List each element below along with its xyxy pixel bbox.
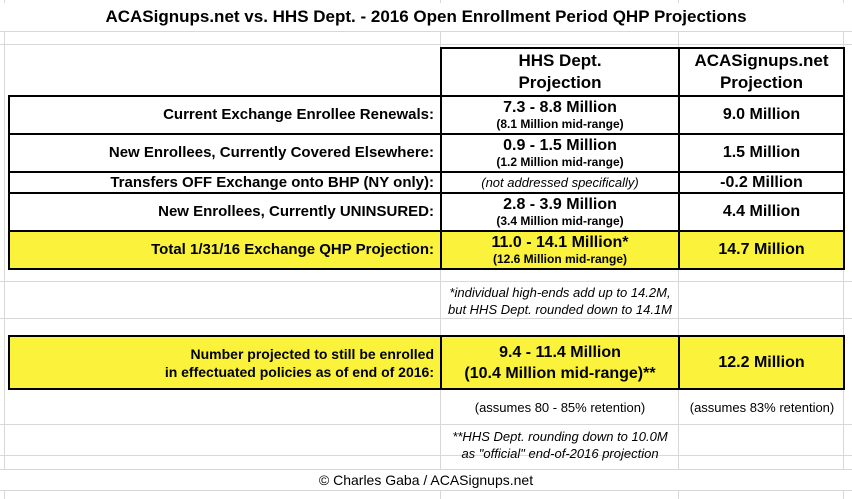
hhs-subvalue: (10.4 Million mid-range)** <box>464 364 656 382</box>
row-label-text: New Enrollees, Currently Covered Elsewhere: <box>108 144 434 161</box>
footer-credit: © Charles Gaba / ACASignups.net <box>0 470 852 490</box>
row-label-text: Transfers OFF Exchange onto BHP (NY only): <box>110 173 434 191</box>
aca-cell-end-of-2016 <box>678 335 845 390</box>
hhs-subvalue: (8.1 Million mid-range) <box>496 117 624 131</box>
aca-value: 4.4 Million <box>722 203 801 220</box>
gridline <box>0 455 852 456</box>
footnote-rounding-14M <box>441 283 679 318</box>
gridline <box>0 44 852 45</box>
aca-cell-bhp-transfers <box>678 171 845 194</box>
page-title: ACASignups.net vs. HHS Dept. - 2016 Open Enrollment Period QHP Projections <box>0 3 852 31</box>
row-label-renewals <box>8 95 442 135</box>
row-label-covered-elsewhere <box>8 133 442 173</box>
hhs-cell-covered-elsewhere <box>440 133 680 173</box>
assumption-text: (assumes 83% retention) <box>689 400 835 415</box>
hhs-value: 0.9 - 1.5 Million <box>503 137 617 154</box>
hhs-subvalue: (3.4 Million mid-range) <box>496 214 624 228</box>
gridline <box>0 318 852 319</box>
aca-cell-covered-elsewhere <box>678 133 845 173</box>
aca-cell-renewals <box>678 95 845 135</box>
hhs-value: 11.0 - 14.1 Million* <box>491 234 629 251</box>
hhs-retention-assumption <box>441 396 679 420</box>
aca-header-line2: Projection <box>719 73 804 92</box>
row-label-end-of-2016 <box>8 335 442 390</box>
aca-retention-assumption <box>679 396 845 420</box>
row-label-text: in effectuated policies as of end of 2016: <box>164 363 434 380</box>
gridline <box>0 31 852 32</box>
gridline <box>0 424 852 425</box>
aca-value: 1.5 Million <box>722 144 801 161</box>
hhs-value: 2.8 - 3.9 Million <box>503 196 617 213</box>
hhs-cell-total-qhp <box>440 230 680 270</box>
hhs-cell-uninsured <box>440 192 680 232</box>
hhs-header-line1: HHS Dept. <box>518 51 602 70</box>
aca-value: 14.7 Million <box>718 241 805 258</box>
row-label-uninsured <box>8 192 442 232</box>
hhs-header-line2: Projection <box>518 73 602 92</box>
column-header-hhs <box>440 47 680 97</box>
row-label-text: Number projected to still be enrolled <box>190 345 434 362</box>
aca-header-line1: ACASignups.net <box>694 51 829 70</box>
row-label-bhp-transfers <box>8 171 442 194</box>
aca-value: -0.2 Million <box>720 173 803 191</box>
hhs-note: (not addressed specifically) <box>481 174 639 190</box>
row-label-text: Current Exchange Enrollee Renewals: <box>163 106 434 123</box>
footnote-line: as "official" end-of-2016 projection <box>461 445 659 461</box>
hhs-subvalue: (1.2 Million mid-range) <box>496 155 624 169</box>
footnote-line: *individual high-ends add up to 14.2M, <box>449 284 671 300</box>
aca-cell-uninsured <box>678 192 845 232</box>
gridline <box>0 490 852 491</box>
gridline <box>4 0 5 499</box>
row-label-text: New Enrollees, Currently UNINSURED: <box>158 203 434 220</box>
footnote-line: but HHS Dept. rounded down to 14.1M <box>447 301 673 317</box>
hhs-cell-bhp-transfers <box>440 171 680 194</box>
hhs-value: 9.4 - 11.4 Million <box>499 343 621 361</box>
aca-value: 12.2 Million <box>718 353 805 371</box>
aca-value: 9.0 Million <box>722 106 801 123</box>
row-label-total-qhp <box>8 230 442 270</box>
hhs-cell-renewals <box>440 95 680 135</box>
hhs-subvalue: (12.6 Million mid-range) <box>492 252 627 266</box>
aca-cell-total-qhp <box>678 230 845 270</box>
column-header-aca <box>678 47 845 97</box>
row-label-text: Total 1/31/16 Exchange QHP Projection: <box>151 241 434 258</box>
footnote-rounding-10M <box>441 427 679 462</box>
hhs-cell-end-of-2016 <box>440 335 680 390</box>
gridline <box>0 281 852 282</box>
assumption-text: (assumes 80 - 85% retention) <box>474 400 646 415</box>
hhs-value: 7.3 - 8.8 Million <box>503 99 617 116</box>
footnote-line: **HHS Dept. rounding down to 10.0M <box>452 428 668 444</box>
